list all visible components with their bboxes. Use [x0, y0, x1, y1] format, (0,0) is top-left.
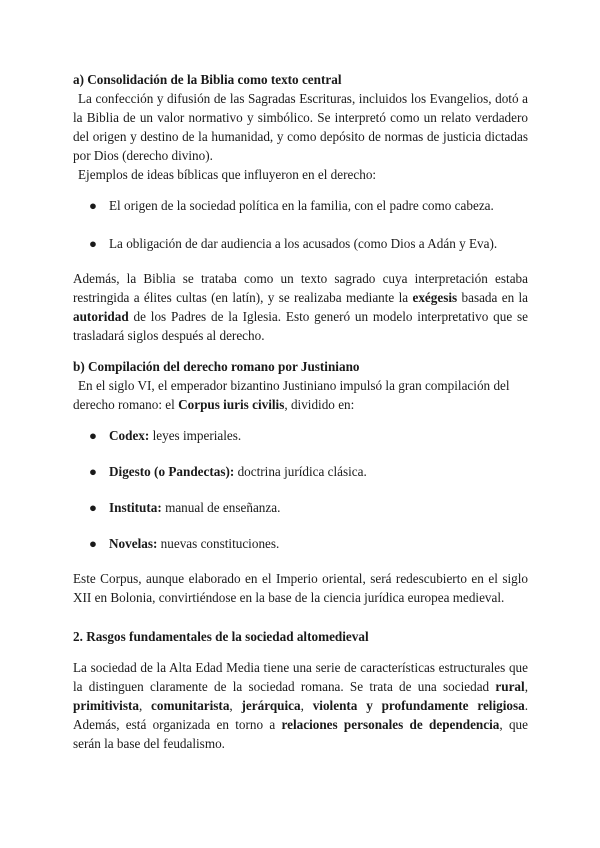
bullet-icon: ● — [89, 198, 97, 213]
list-item: ● Digesto (o Pandectas): doctrina jurídica clásica. — [89, 464, 367, 479]
bullet-icon: ● — [89, 236, 97, 251]
list-item: ● La obligación de dar audiencia a los acusados (como Dios a Adán y Eva). — [89, 236, 498, 251]
section-2-paragraph: La sociedad de la Alta Edad Media tiene una serie de características estructurales que la distinguen claramente de la sociedad romana. Se trata de una sociedad rural, primitivista, comunitarista, jerárquica, violenta y profundamente religiosa. Además, está organizada en torno a relaciones personales de dependencia, que serán la base del feudalismo. — [73, 660, 528, 751]
list-item: ● Novelas: nuevas constituciones. — [89, 536, 280, 551]
list-item: ● Instituta: manual de enseñanza. — [89, 500, 281, 515]
section-b-heading: b) Compilación del derecho romano por Justiniano — [73, 359, 360, 374]
section-a-paragraph: La confección y difusión de las Sagradas Escrituras, incluidos los Evangelios, dotó a la Biblia de un valor normativo y simbólico. Se interpretó como un relato verdadero del origen y destino de la humanidad, y como depósito de normas de justicia dictadas por Dios (derecho divino). — [73, 91, 528, 163]
list-item: ● Codex: leyes imperiales. — [89, 428, 242, 443]
exegesis-paragraph: Además, la Biblia se trataba como un texto sagrado cuya interpretación estaba restringida a élites cultas (en latín), y se realizaba mediante la exégesis basada en la autoridad de los Padres de la Iglesia. Esto generó un modelo interpretativo que se trasladará siglos después al derecho. — [73, 271, 529, 343]
examples-intro: Ejemplos de ideas bíblicas que influyeron en el derecho: — [78, 167, 377, 182]
corpus-parts-list — [73, 426, 528, 553]
bible-ideas-list — [73, 196, 528, 253]
list-item: ● El origen de la sociedad política en la familia, con el padre como cabeza. — [89, 198, 494, 213]
bullet-icon: ● — [89, 464, 97, 479]
section-a-heading: a) Consolidación de la Biblia como texto central — [73, 72, 342, 87]
bullet-icon: ● — [89, 428, 97, 443]
corpus-closing-paragraph: Este Corpus, aunque elaborado en el Imperio oriental, será redescubierto en el siglo XII en Bolonia, convirtiéndose en la base de la ciencia jurídica europea medieval. — [73, 571, 528, 605]
section-b-intro: En el siglo VI, el emperador bizantino Justiniano impulsó la gran compilación del derecho romano: el Corpus iuris civilis, dividido en: — [73, 378, 510, 412]
section-2-heading: 2. Rasgos fundamentales de la sociedad altomedieval — [73, 629, 369, 644]
bullet-icon: ● — [89, 536, 97, 551]
bullet-icon: ● — [89, 500, 97, 515]
document-page — [73, 70, 528, 753]
